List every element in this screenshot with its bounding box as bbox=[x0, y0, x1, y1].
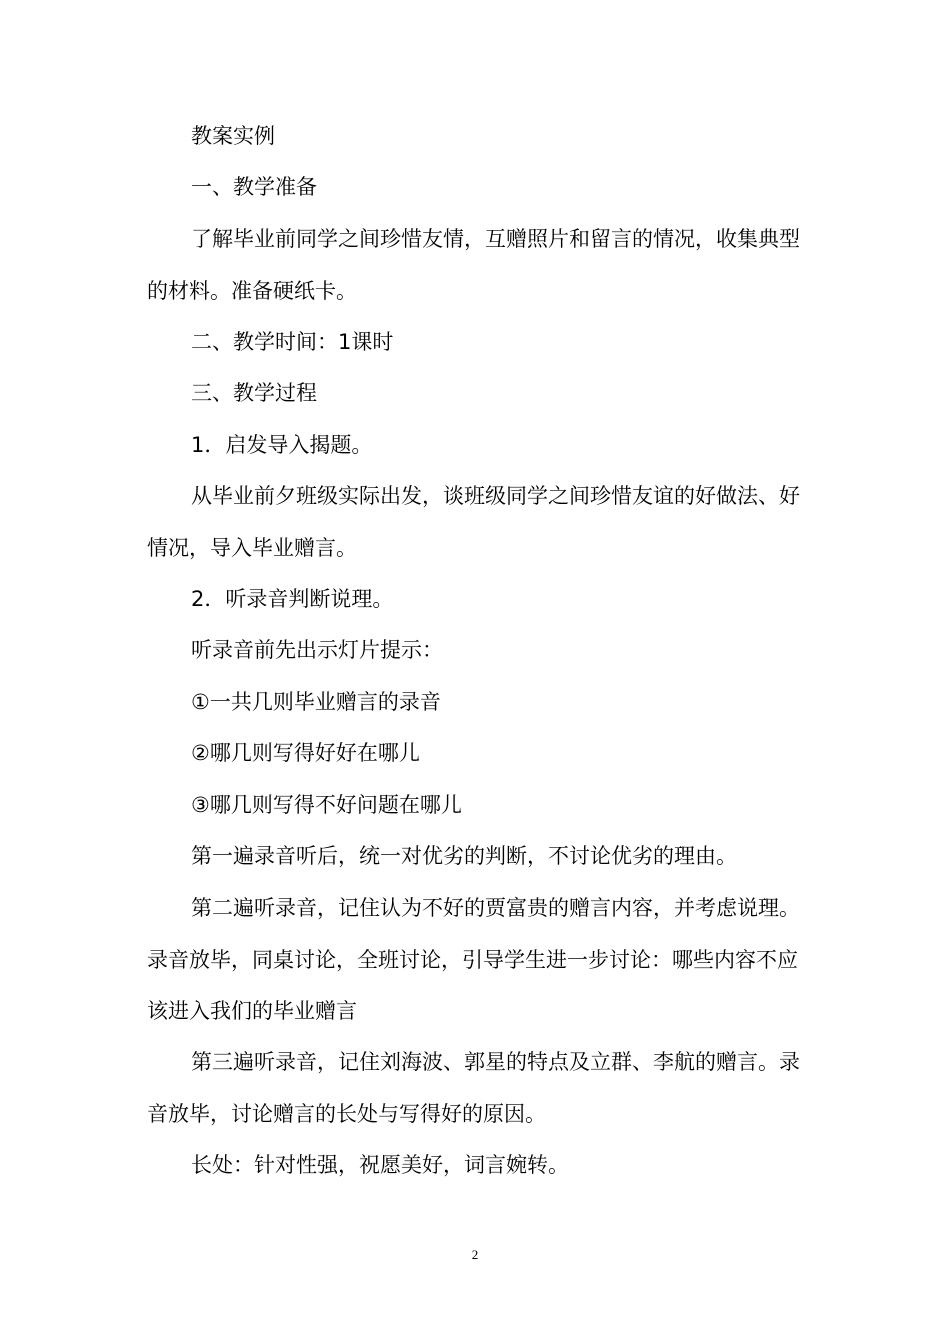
list-item: ①一共几则毕业赠言的录音 bbox=[191, 690, 441, 714]
list-item: ②哪几则写得好好在哪儿 bbox=[191, 741, 420, 765]
paragraph-section-1: 一、教学准备 bbox=[191, 175, 317, 199]
paragraph-preparation: 了解毕业前同学之间珍惜友情，互赠照片和留言的情况，收集典型的材料。准备硬纸卡。 bbox=[147, 227, 800, 303]
paragraph-step-1-body: 从毕业前夕班级实际出发，谈班级同学之间珍惜友谊的好做法、好情况，导入毕业赠言。 bbox=[147, 484, 800, 560]
paragraph-step-2: 2．听录音判断说理。 bbox=[191, 587, 394, 611]
page-number: 2 bbox=[471, 1247, 479, 1262]
paragraph-title: 教案实例 bbox=[191, 124, 275, 148]
paragraph-section-2: 二、教学时间：1课时 bbox=[191, 330, 394, 354]
paragraph-first-listen: 第一遍录音听后，统一对优劣的判断，不讨论优劣的理由。 bbox=[191, 844, 737, 868]
paragraph-step-1: 1．启发导入揭题。 bbox=[191, 433, 373, 457]
paragraph-second-listen: 第二遍听录音，记住认为不好的贾富贵的赠言内容，并考虑说理。录音放毕，同桌讨论，全班讨论，引导学生进一步讨论：哪些内容不应该进入我们的毕业赠言 bbox=[147, 896, 800, 1023]
paragraph-section-3: 三、教学过程 bbox=[191, 381, 317, 405]
paragraph-third-listen: 第三遍听录音，记住刘海波、郭星的特点及立群、李航的赠言。录音放毕，讨论赠言的长处与写得好的原因。 bbox=[147, 1050, 800, 1126]
list-item: ③哪几则写得不好问题在哪儿 bbox=[191, 793, 462, 817]
paragraph-strengths: 长处：针对性强，祝愿美好，词言婉转。 bbox=[191, 1153, 569, 1177]
paragraph-slide-prompt: 听录音前先出示灯片提示： bbox=[191, 638, 443, 662]
